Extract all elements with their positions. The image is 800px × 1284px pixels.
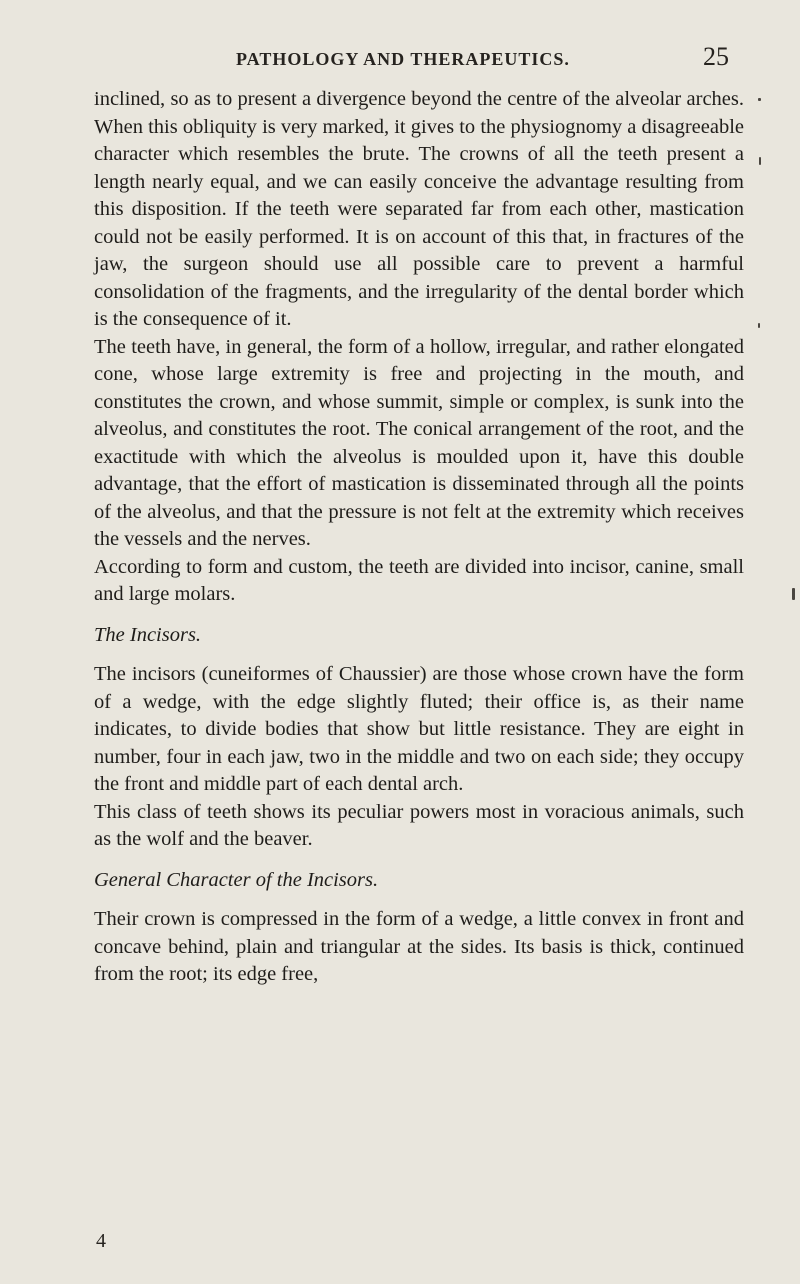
print-speck xyxy=(759,157,761,165)
paragraph-teeth-form: The teeth have, in general, the form of a hollow, irregular, and rather elongated cone, whose large extremity is free and projecting in the mouth, and constitutes the crown, and whose summit, simple or complex, is sunk into the alveolus, and constitutes the root. The conical arrangement of the root, and the exactitude with which the alveolus is moulded upon it, have this double advantage, that the effort of mastication is disseminated through all the points of the alveolus, and that the pressure is not felt at the extremity which receives the vessels and the nerves. xyxy=(94,335,744,550)
paragraph-incisors-definition: The incisors (cuneiformes of Chaussier) are those whose crown have the form of a wedge, with the edge slightly fluted; their office is, as their name indicates, to divide bodies that show but little resistance. They are eight in number, four in each jaw, two in the middle and two on each side; they occupy the front and middle part of each dental arch. xyxy=(94,663,744,795)
section-heading-general-character: General Character of the Incisors. xyxy=(94,868,379,891)
print-speck xyxy=(792,588,795,600)
paragraph-crown-description: Their crown is compressed in the form of a wedge, a little convex in front and concave behind, plain and triangular at the sides. Its basis is thick, continued from the root; its edge free, xyxy=(94,908,744,985)
paragraph-continuation: inclined, so as to present a divergence beyond the centre of the alveolar arches. When this obliquity is very marked, it gives to the physiognomy a disagreeable character which resembles the brute. The crowns of all the teeth present a length nearly equal, and we can easily conceive the advantage resulting from this disposition. If the teeth were separated far from each other, mastication could not be easily performed. It is on account of this that, in fractures of the jaw, the surgeon should use all possible care to prevent a harmful consolidation of the fragments, and the irregularity of the dental border which is the consequence of it. xyxy=(94,88,744,330)
running-head: PATHOLOGY AND THERAPEUTICS. xyxy=(236,49,570,69)
paragraph-division: According to form and custom, the teeth are divided into incisor, canine, small and large molars. xyxy=(94,555,744,605)
print-speck xyxy=(758,98,761,101)
body-text xyxy=(94,86,744,989)
signature-mark: 4 xyxy=(96,1230,106,1252)
paragraph-incisors-animals: This class of teeth shows its peculiar powers most in voracious animals, such as the wolf and the beaver. xyxy=(94,800,744,850)
print-speck xyxy=(758,323,760,328)
page-number: 25 xyxy=(703,42,729,71)
section-heading-incisors: The Incisors. xyxy=(94,623,202,646)
